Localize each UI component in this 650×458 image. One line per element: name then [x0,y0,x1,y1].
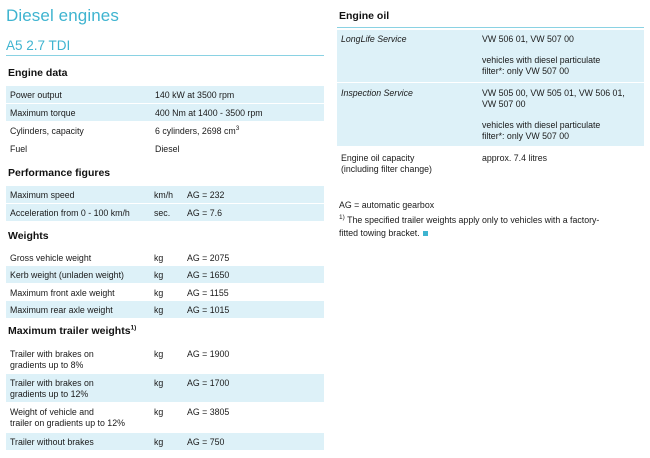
row-label: Acceleration from 0 - 100 km/h [10,208,130,218]
row-unit: kg [154,270,164,280]
table-row [6,248,324,265]
row-value: 400 Nm at 1400 - 3500 rpm [155,108,263,118]
row-label-line2: trailer on gradients up to 12% [10,418,125,428]
oil-divider [337,27,644,28]
capacity-label-line2: (including filter change) [341,164,432,174]
title-divider [6,55,324,56]
table-row [6,121,324,139]
row-unit: sec. [154,208,171,218]
row-value: AG = 232 [187,190,225,200]
row-label: Maximum torque [10,108,76,118]
performance-heading: Performance figures [8,167,111,179]
model-title: A5 2.7 TDI [6,38,71,53]
engine-data-heading: Engine data [8,67,68,79]
table-row [6,85,324,103]
row-value: Diesel [155,144,180,154]
engine-oil-heading: Engine oil [339,10,390,22]
weights-table [6,248,324,318]
longlife-dpf-line1: vehicles with diesel particulate [482,55,601,65]
ag-note: AG = automatic gearbox [339,200,435,210]
engine-data-table [6,85,324,157]
row-label: Maximum speed [10,190,75,200]
row-label: Fuel [10,144,28,154]
end-square-icon [423,231,428,236]
longlife-label: LongLife Service [341,34,407,44]
longlife-dpf-line2: filter*: only VW 507 00 [482,66,570,76]
row-label-line1: Weight of vehicle and [10,407,94,417]
table-row [6,300,324,318]
table-row-inspection [337,82,644,146]
row-label: Kerb weight (unladen weight) [10,270,124,280]
row-label-line1: Trailer with brakes on [10,378,94,388]
row-value: AG = 1700 [187,378,230,388]
inspection-spec-line1: VW 505 00, VW 505 01, VW 506 01, [482,88,625,98]
table-row-capacity [337,146,644,177]
row-unit: kg [154,407,164,417]
capacity-value: approx. 7.4 litres [482,153,548,163]
footnote: $^{1)}$ The specified trailer weights apply only to vehicles with a factory- fitted towing bracket. [339,214,600,238]
inspection-dpf-line1: vehicles with diesel particulate [482,120,601,130]
row-value: AG = 2075 [187,253,230,263]
longlife-spec: VW 506 01, VW 507 00 [482,34,574,44]
row-unit: kg [154,253,164,263]
table-row [6,139,324,157]
row-value: AG = 1650 [187,270,230,280]
inspection-spec-line2: VW 507 00 [482,99,526,109]
row-unit: km/h [154,190,174,200]
row-label: Power output [10,90,62,100]
table-row [6,402,324,432]
table-row [6,265,324,283]
row-value: AG = 1900 [187,349,230,359]
page-title: Diesel engines [6,6,119,25]
row-unit: kg [154,305,164,315]
trailer-table [6,344,324,452]
table-row-longlife [337,29,644,82]
row-unit: kg [154,378,164,388]
row-label: Maximum front axle weight [10,288,115,298]
table-row [6,373,324,402]
table-row [6,344,324,373]
row-value: AG = 750 [187,437,225,447]
table-row [6,203,324,221]
row-unit: kg [154,288,164,298]
row-label-line1: Trailer with brakes on [10,349,94,359]
inspection-label: Inspection Service [341,88,413,98]
row-unit: kg [154,349,164,359]
inspection-dpf-line2: filter*: only VW 507 00 [482,131,570,141]
performance-table [6,185,324,221]
capacity-label-line1: Engine oil capacity [341,153,415,163]
table-row [6,432,324,450]
row-value: 140 kW at 3500 rpm [155,90,235,100]
row-label-line2: gradients up to 12% [10,389,89,399]
row-value: 6 cylinders, 2698 $cm^3$ [155,125,240,136]
row-label-line2: gradients up to 8% [10,360,84,370]
row-value: AG = 1015 [187,305,230,315]
row-label: Gross vehicle weight [10,253,92,263]
row-label-line1: Trailer without brakes [10,437,94,447]
row-label: Cylinders, capacity [10,126,84,136]
row-value: AG = 7.6 [187,208,222,218]
row-value: AG = 1155 [187,288,229,298]
engine-oil-table [337,29,644,179]
trailer-heading: Maximum trailer weights$^{1)}$ [8,324,137,337]
table-row [6,283,324,300]
row-label: Maximum rear axle weight [10,305,113,315]
row-value: AG = 3805 [187,407,230,417]
weights-heading: Weights [8,230,49,242]
table-row [6,185,324,203]
row-unit: kg [154,437,164,447]
table-row [6,103,324,121]
